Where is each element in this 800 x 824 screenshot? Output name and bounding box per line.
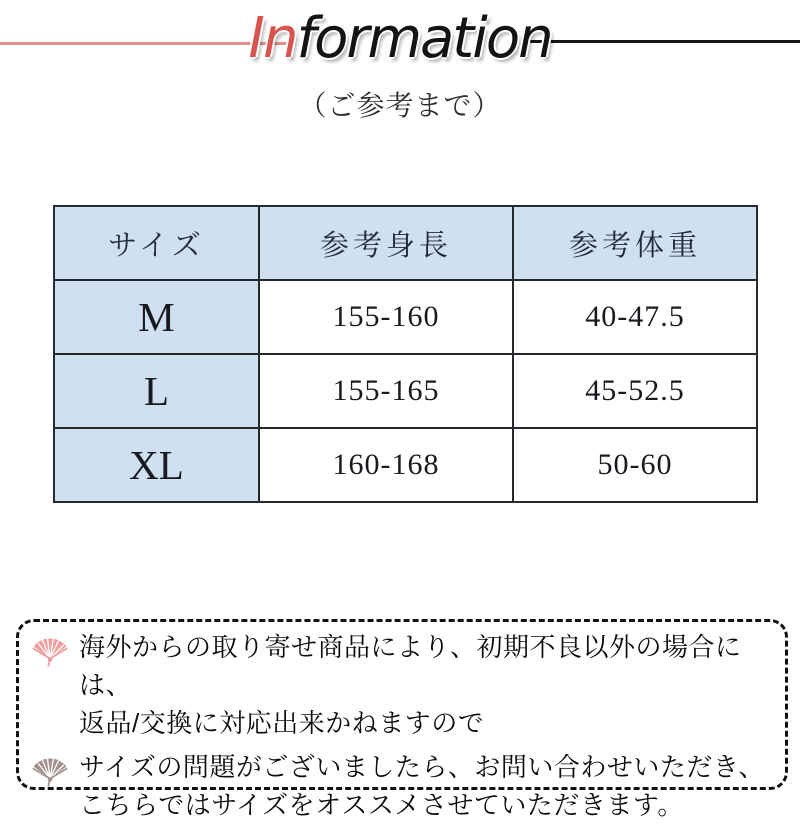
column-header-weight: 参考体重: [513, 206, 757, 280]
size-table: [53, 205, 758, 503]
note-line: 返品/交換に対応出来かねますので: [79, 708, 485, 738]
column-header-height: 参考身長: [259, 206, 513, 280]
weight-cell: 45-52.5: [513, 354, 757, 428]
note-text: [79, 628, 777, 742]
list-item: [29, 748, 777, 824]
table-row: [54, 280, 757, 354]
size-cell: XL: [54, 428, 259, 502]
weight-cell: 40-47.5: [513, 280, 757, 354]
notes-box: [16, 619, 788, 820]
folding-fan-icon: [31, 750, 69, 790]
height-cell: 155-165: [259, 354, 513, 428]
page-title-rest: formation: [296, 6, 552, 71]
page-title-accent: In: [248, 6, 297, 71]
note-text: [79, 748, 765, 824]
size-cell: M: [54, 280, 259, 354]
page-title: [0, 6, 800, 71]
height-cell: 155-160: [259, 280, 513, 354]
note-line: 海外からの取り寄せ商品により、初期不良以外の場合には、: [79, 632, 742, 700]
weight-cell: 50-60: [513, 428, 757, 502]
size-table-header-row: [54, 206, 757, 280]
table-row: [54, 428, 757, 502]
column-header-size: サイズ: [54, 206, 259, 280]
table-row: [54, 354, 757, 428]
height-cell: 160-168: [259, 428, 513, 502]
note-line: こちらではサイズをオススメさせていただきます。: [79, 790, 684, 820]
page-subtitle: （ご参考まで）: [298, 91, 502, 122]
folding-fan-icon: [31, 630, 69, 670]
note-line: サイズの問題がございましたら、お問い合わせいただき、: [79, 752, 765, 782]
size-cell: L: [54, 354, 259, 428]
list-item: [29, 628, 777, 742]
